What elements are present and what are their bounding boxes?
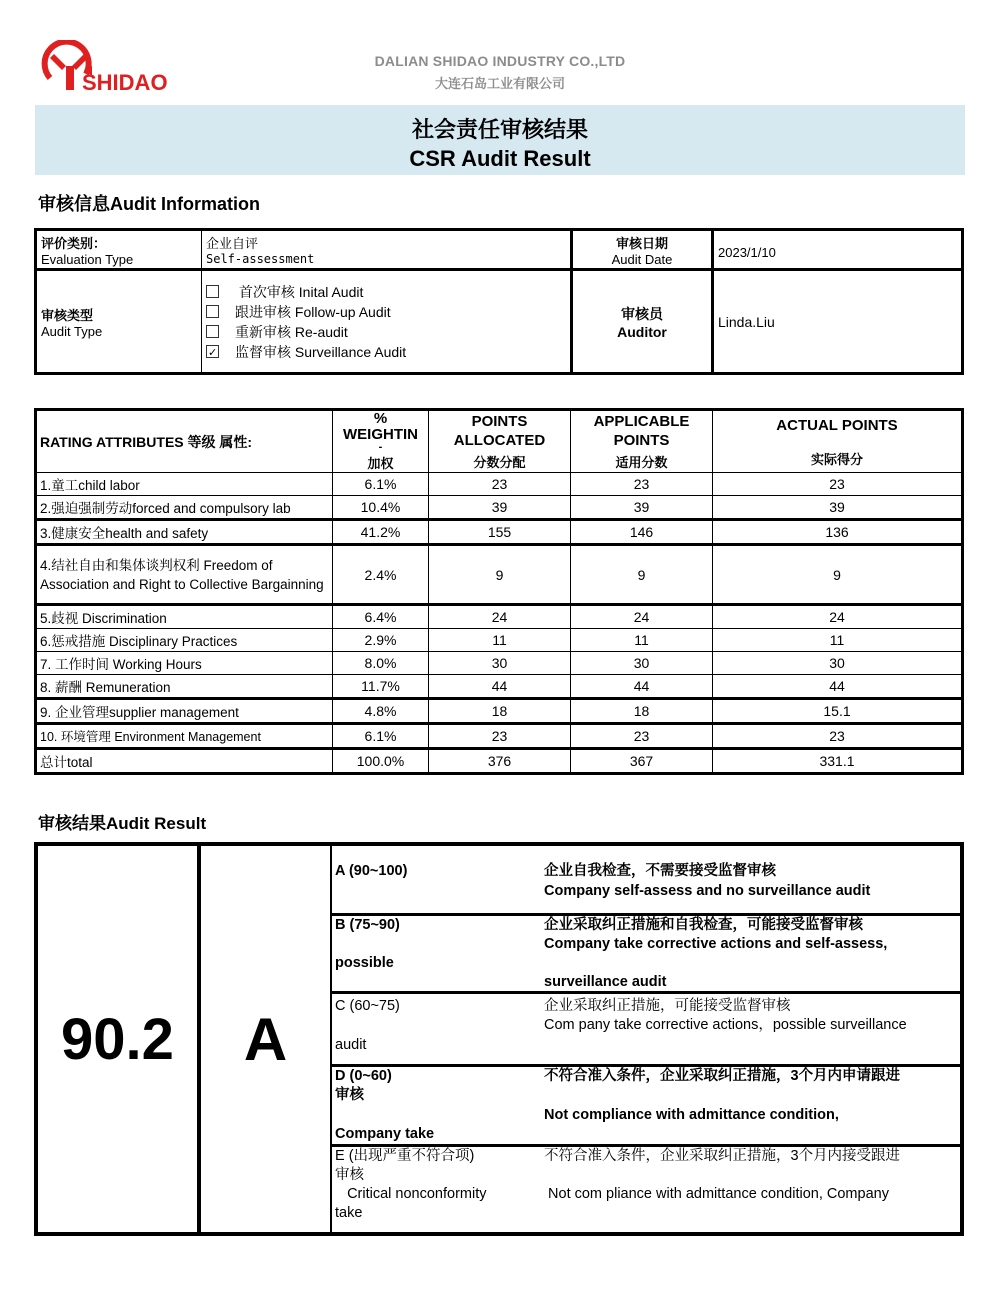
header-points-allocated: [429, 410, 571, 473]
page-title-zh: 社会责任审核结果: [411, 117, 588, 142]
cell-attribute: 3.健康安全health and safety: [36, 520, 333, 545]
shidao-logo: [40, 40, 170, 96]
cell-actual: 331.1: [713, 749, 963, 774]
cell-allocated: 376: [429, 749, 571, 774]
grade-range: A (90~100): [335, 863, 408, 879]
grade-desc-wrap: audit: [335, 1037, 367, 1053]
audit-type-label-en: Audit Type: [41, 323, 103, 339]
cell-attribute: 8. 薪酬 Remuneration: [36, 675, 333, 699]
cell-allocated: 39: [429, 496, 571, 520]
cell-weighting: 2.4%: [333, 545, 429, 605]
rating-row: [36, 699, 963, 724]
total-row: [36, 749, 963, 774]
grade-desc-en: Company take corrective actions and self-assess,: [544, 936, 888, 952]
header-applicable-line2: POINTS: [613, 432, 670, 449]
header-weighting-line2: WEIGHTIN: [343, 426, 418, 443]
header-weighting-zh: 加权: [367, 456, 394, 471]
grade-row-e: [332, 1147, 960, 1232]
cell-attribute: 1.童工child labor: [36, 473, 333, 496]
cell-actual: 15.1: [713, 699, 963, 724]
evaluation-type-value-zh: 企业自评: [206, 237, 259, 252]
header-applicable-points: [571, 410, 713, 473]
logo-text: SHIDAO: [82, 70, 168, 95]
rating-row: [36, 652, 963, 675]
company-name: [300, 53, 700, 92]
auditor-value: Linda.Liu: [713, 270, 963, 374]
grade-desc-wrap: surveillance audit: [544, 974, 667, 990]
header-weighting-line3: -: [378, 441, 383, 453]
grade-desc-wrap: possible: [335, 955, 394, 971]
cell-attribute: 7. 工作时间 Working Hours: [36, 652, 333, 675]
grade-desc-en: Company self-assess and no surveillance audit: [544, 883, 871, 899]
auditor-label-en: Auditor: [617, 323, 667, 340]
grade-desc-wrap: take: [335, 1205, 363, 1221]
cell-weighting: 41.2%: [333, 520, 429, 545]
cell-applicable: 146: [571, 520, 713, 545]
grade-desc-zh: 不符合准入条件，企业采取纠正措施，3个月内接受跟进: [544, 1148, 901, 1164]
cell-attribute: 5.歧视 Discrimination: [36, 605, 333, 629]
audit-date-label-zh: 审核日期: [615, 235, 668, 251]
header-allocated-zh: 分数分配: [473, 455, 526, 470]
cell-actual: 39: [713, 496, 963, 520]
cell-allocated: 155: [429, 520, 571, 545]
grade-desc-en: Not com pliance with admittance condition, Company: [544, 1186, 889, 1202]
checkbox-surveillance-audit[interactable]: [206, 345, 219, 358]
grade-desc-zh: 不符合准入条件，企业采取纠正措施，3个月内申请跟进: [544, 1068, 901, 1084]
option-label: 监督审核 Surveillance Audit: [235, 343, 407, 360]
cell-applicable: 24: [571, 605, 713, 629]
cell-applicable: 44: [571, 675, 713, 699]
cell-applicable: 9: [571, 545, 713, 605]
audit-type-option-re-audit[interactable]: [206, 322, 566, 342]
option-label: 跟进审核 Follow-up Audit: [235, 303, 391, 320]
cell-actual: 23: [713, 724, 963, 749]
cell-allocated: 11: [429, 629, 571, 652]
audit-date-value: 2023/1/10: [713, 230, 963, 270]
header-actual-points: [713, 410, 963, 473]
audit-info-heading: 审核信息Audit Information: [38, 194, 260, 214]
grade-scale: [331, 844, 962, 1234]
cell-actual: 23: [713, 473, 963, 496]
grade-range: E (出现严重不符合项): [335, 1148, 475, 1164]
checkbox-follow-up-audit[interactable]: [206, 305, 219, 318]
cell-weighting: 10.4%: [333, 496, 429, 520]
cell-attribute: 6.惩戒措施 Disciplinary Practices: [36, 629, 333, 652]
cell-actual: 44: [713, 675, 963, 699]
option-label: 首次审核 Inital Audit: [235, 283, 364, 300]
rating-header-row: [36, 410, 963, 473]
cell-attribute: 9. 企业管理supplier management: [36, 699, 333, 724]
audit-type-option-initial[interactable]: [206, 282, 566, 302]
checkbox-re-audit[interactable]: [206, 325, 219, 338]
grade-desc-en: Not compliance with admittance condition,: [544, 1107, 839, 1123]
cell-applicable: 11: [571, 629, 713, 652]
cell-applicable: 23: [571, 473, 713, 496]
cell-allocated: 23: [429, 724, 571, 749]
cell-weighting: 6.1%: [333, 724, 429, 749]
evaluation-type-label-zh: 评价类别：: [41, 235, 107, 251]
company-name-en: DALIAN SHIDAO INDUSTRY CO.,LTD: [374, 53, 626, 69]
grade-range: C (60~75): [335, 998, 400, 1014]
cell-actual: 136: [713, 520, 963, 545]
cell-weighting: 6.4%: [333, 605, 429, 629]
cell-allocated: 24: [429, 605, 571, 629]
grade-desc-wrap: 审核: [335, 1167, 364, 1183]
grade-desc-en: Com pany take corrective actions，possible surveillance: [544, 1017, 907, 1033]
cell-weighting: 6.1%: [333, 473, 429, 496]
rating-attributes-table: [34, 408, 964, 775]
option-label: 重新审核 Re-audit: [235, 323, 348, 340]
grade-range: B (75~90): [335, 917, 400, 933]
cell-applicable: 18: [571, 699, 713, 724]
evaluation-type-value-en: Self-assessment: [206, 252, 315, 266]
audit-type-label-zh: 审核类型: [41, 307, 94, 323]
rating-row: [36, 675, 963, 699]
cell-weighting: 11.7%: [333, 675, 429, 699]
grade-desc-critical: Critical nonconformity: [335, 1186, 487, 1202]
title-banner: [35, 105, 965, 175]
cell-actual: 9: [713, 545, 963, 605]
cell-applicable: 367: [571, 749, 713, 774]
header-weighting: [333, 410, 429, 473]
rating-row: [36, 473, 963, 496]
audit-date-label: [572, 230, 713, 270]
audit-type-options: [202, 270, 572, 374]
cell-applicable: 30: [571, 652, 713, 675]
audit-date-label-en: Audit Date: [611, 251, 673, 267]
header-allocated-line2: ALLOCATED: [453, 432, 546, 449]
grade-desc-wrap: 审核: [335, 1087, 364, 1103]
header-applicable-zh: 适用分数: [615, 455, 668, 470]
cell-weighting: 100.0%: [333, 749, 429, 774]
cell-actual: 24: [713, 605, 963, 629]
checkbox-initial-audit[interactable]: [206, 285, 219, 298]
rating-row: [36, 520, 963, 545]
auditor-label: [572, 270, 713, 374]
grade-row-c: [332, 994, 960, 1067]
grade-row-a: [332, 846, 960, 916]
cell-allocated: 44: [429, 675, 571, 699]
audit-type-label: [36, 270, 202, 374]
header-weighting-line1: %: [373, 410, 388, 427]
audit-info-table: [34, 228, 964, 375]
cell-applicable: 39: [571, 496, 713, 520]
cell-weighting: 4.8%: [333, 699, 429, 724]
cell-attribute: 总计total: [36, 749, 333, 774]
cell-weighting: 2.9%: [333, 629, 429, 652]
grade-row-d: [332, 1067, 960, 1147]
audit-result-heading: 审核结果Audit Result: [38, 814, 207, 833]
audit-type-option-surveillance[interactable]: [206, 342, 566, 362]
rating-row: [36, 496, 963, 520]
audit-result-table: [34, 842, 964, 1236]
auditor-label-zh: 审核员: [621, 305, 663, 322]
evaluation-type-label-en: Evaluation Type: [41, 251, 134, 267]
evaluation-type-value: [202, 230, 572, 270]
cell-attribute: 10. 环境管理 Environment Management: [36, 724, 333, 749]
grade-desc-zh: 企业自我检查，不需要接受监督审核: [544, 863, 776, 879]
rating-row: [36, 724, 963, 749]
grade-letter: A: [199, 844, 331, 1234]
grade-desc-wrap: Company take: [335, 1126, 435, 1142]
rating-row: [36, 629, 963, 652]
cell-weighting: 8.0%: [333, 652, 429, 675]
grade-range: D (0~60): [335, 1068, 392, 1084]
cell-allocated: 18: [429, 699, 571, 724]
cell-allocated: 9: [429, 545, 571, 605]
cell-actual: 11: [713, 629, 963, 652]
rating-row: [36, 605, 963, 629]
cell-actual: 30: [713, 652, 963, 675]
cell-allocated: 23: [429, 473, 571, 496]
cell-allocated: 30: [429, 652, 571, 675]
evaluation-type-label: [36, 230, 202, 270]
grade-row-b: [332, 916, 960, 994]
cell-applicable: 23: [571, 724, 713, 749]
audit-type-option-follow-up[interactable]: [206, 302, 566, 322]
company-name-zh: 大连石岛工业有限公司: [434, 76, 565, 91]
cell-attribute: 4.结社自由和集体谈判权利 Freedom of Association and Right to Collective Bargainning: [36, 545, 333, 605]
rating-row: [36, 545, 963, 605]
grade-desc-zh: 企业采取纠正措施和自我检查，可能接受监督审核: [544, 917, 863, 933]
page-title-en: CSR Audit Result: [409, 146, 591, 171]
total-score: 90.2: [36, 844, 199, 1234]
steering-wheel-icon: [40, 40, 170, 96]
header-actual-zh: 实际得分: [810, 451, 863, 467]
header-allocated-line1: POINTS: [471, 413, 528, 430]
header-actual-line1: ACTUAL POINTS: [776, 416, 898, 434]
cell-attribute: 2.强迫强制劳动forced and compulsory lab: [36, 496, 333, 520]
header-applicable-line1: APPLICABLE: [593, 413, 690, 430]
grade-desc-zh: 企业采取纠正措施，可能接受监督审核: [544, 998, 791, 1014]
header-rating-attributes: RATING ATTRIBUTES 等级 属性:: [36, 410, 333, 473]
